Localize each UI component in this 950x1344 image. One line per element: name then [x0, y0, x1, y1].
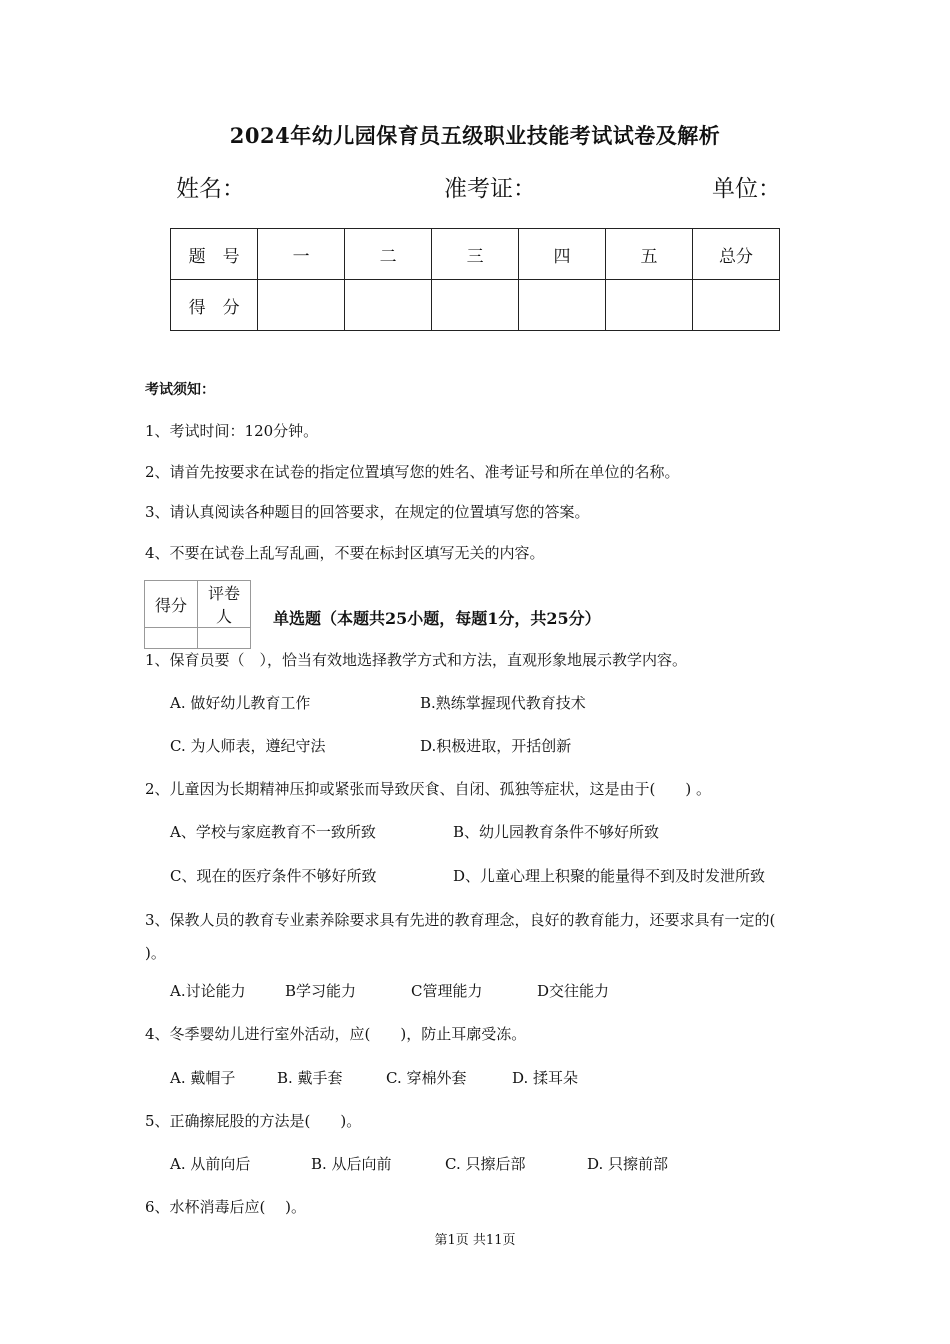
score-table-score-row: [171, 280, 780, 331]
grader-score-cell: [145, 628, 198, 649]
score-header-cell: 三: [432, 229, 519, 280]
page-title: 2024年幼儿园保育员五级职业技能考试试卷及解析: [229, 123, 721, 148]
score-cell: [519, 280, 606, 331]
score-cell: [432, 280, 519, 331]
score-cell: [258, 280, 345, 331]
score-header-cell: 五: [606, 229, 693, 280]
question-option: B. 戴手套: [277, 1069, 343, 1087]
question-stem: 4、冬季婴幼儿进行室外活动，应( )，防止耳廓受冻。: [145, 1025, 527, 1043]
question-option: A. 从前向后: [170, 1155, 251, 1173]
score-table: [170, 228, 780, 331]
question-option: A、学校与家庭教育不一致所致: [170, 823, 376, 841]
question-option: C. 只擦后部: [445, 1155, 526, 1173]
question-stem: 5、正确擦屁股的方法是( )。: [145, 1112, 362, 1130]
section-title: 单选题（本题共25小题，每题1分，共25分）: [273, 609, 601, 628]
notice-title: 考试须知：: [145, 382, 215, 398]
question-option: A. 做好幼儿教育工作: [170, 694, 311, 712]
name-label: 姓名：: [176, 176, 245, 202]
notice-item: 1、考试时间：120分钟。: [145, 422, 319, 440]
question-option: B、幼儿园教育条件不够好所致: [453, 823, 660, 841]
unit-label: 单位：: [712, 176, 781, 202]
score-header-cell: 二: [345, 229, 432, 280]
score-header-cell: 题 号: [171, 229, 258, 280]
question-option: D交往能力: [537, 982, 610, 1000]
grader-box: [144, 580, 251, 649]
question-option: C. 穿棉外套: [386, 1069, 467, 1087]
score-header-cell: 四: [519, 229, 606, 280]
question-option: C管理能力: [411, 982, 483, 1000]
score-header-cell: 总分: [692, 229, 779, 280]
question-option: D. 揉耳朵: [512, 1069, 579, 1087]
question-option: B. 从后向前: [311, 1155, 392, 1173]
score-row-label: 得 分: [171, 280, 258, 331]
question-option: D、儿童心理上积聚的能量得不到及时发泄所致: [453, 867, 766, 885]
question-stem: 6、水杯消毒后应( )。: [145, 1198, 307, 1216]
question-stem: 1、保育员要（ ），恰当有效地选择教学方式和方法，直观形象地展示教学内容。: [145, 651, 688, 669]
question-stem: 2、儿童因为长期精神压抑或紧张而导致厌食、自闭、孤独等症状，这是由于( ) 。: [145, 780, 712, 798]
score-table-header-row: [171, 229, 780, 280]
notice-item: 2、请首先按要求在试卷的指定位置填写您的姓名、准考证号和所在单位的名称。: [145, 463, 680, 481]
question-option: B学习能力: [285, 982, 357, 1000]
grader-reviewer-label: 评卷人: [198, 581, 251, 628]
score-cell: [692, 280, 779, 331]
question-option: D. 只擦前部: [587, 1155, 669, 1173]
question-option: B.熟练掌握现代教育技术: [420, 694, 586, 712]
question-option: C、现在的医疗条件不够好所致: [170, 867, 377, 885]
score-header-cell: 一: [258, 229, 345, 280]
grader-reviewer-cell: [198, 628, 251, 649]
question-option: C. 为人师表，遵纪守法: [170, 737, 326, 755]
question-stem: 3、保教人员的教育专业素养除要求具有先进的教育理念，良好的教育能力，还要求具有一定的( )。: [145, 911, 796, 962]
question-option: A.讨论能力: [170, 982, 246, 1000]
grader-score-label: 得分: [145, 581, 198, 628]
page-footer: 第1页 共11页: [434, 1233, 516, 1248]
notice-item: 4、不要在试卷上乱写乱画，不要在标封区填写无关的内容。: [145, 544, 545, 562]
score-cell: [606, 280, 693, 331]
question-option: D.积极进取，开括创新: [420, 737, 572, 755]
question-option: A. 戴帽子: [170, 1069, 236, 1087]
exam-number-label: 准考证：: [444, 176, 536, 202]
score-cell: [345, 280, 432, 331]
notice-item: 3、请认真阅读各种题目的回答要求，在规定的位置填写您的答案。: [145, 503, 590, 521]
